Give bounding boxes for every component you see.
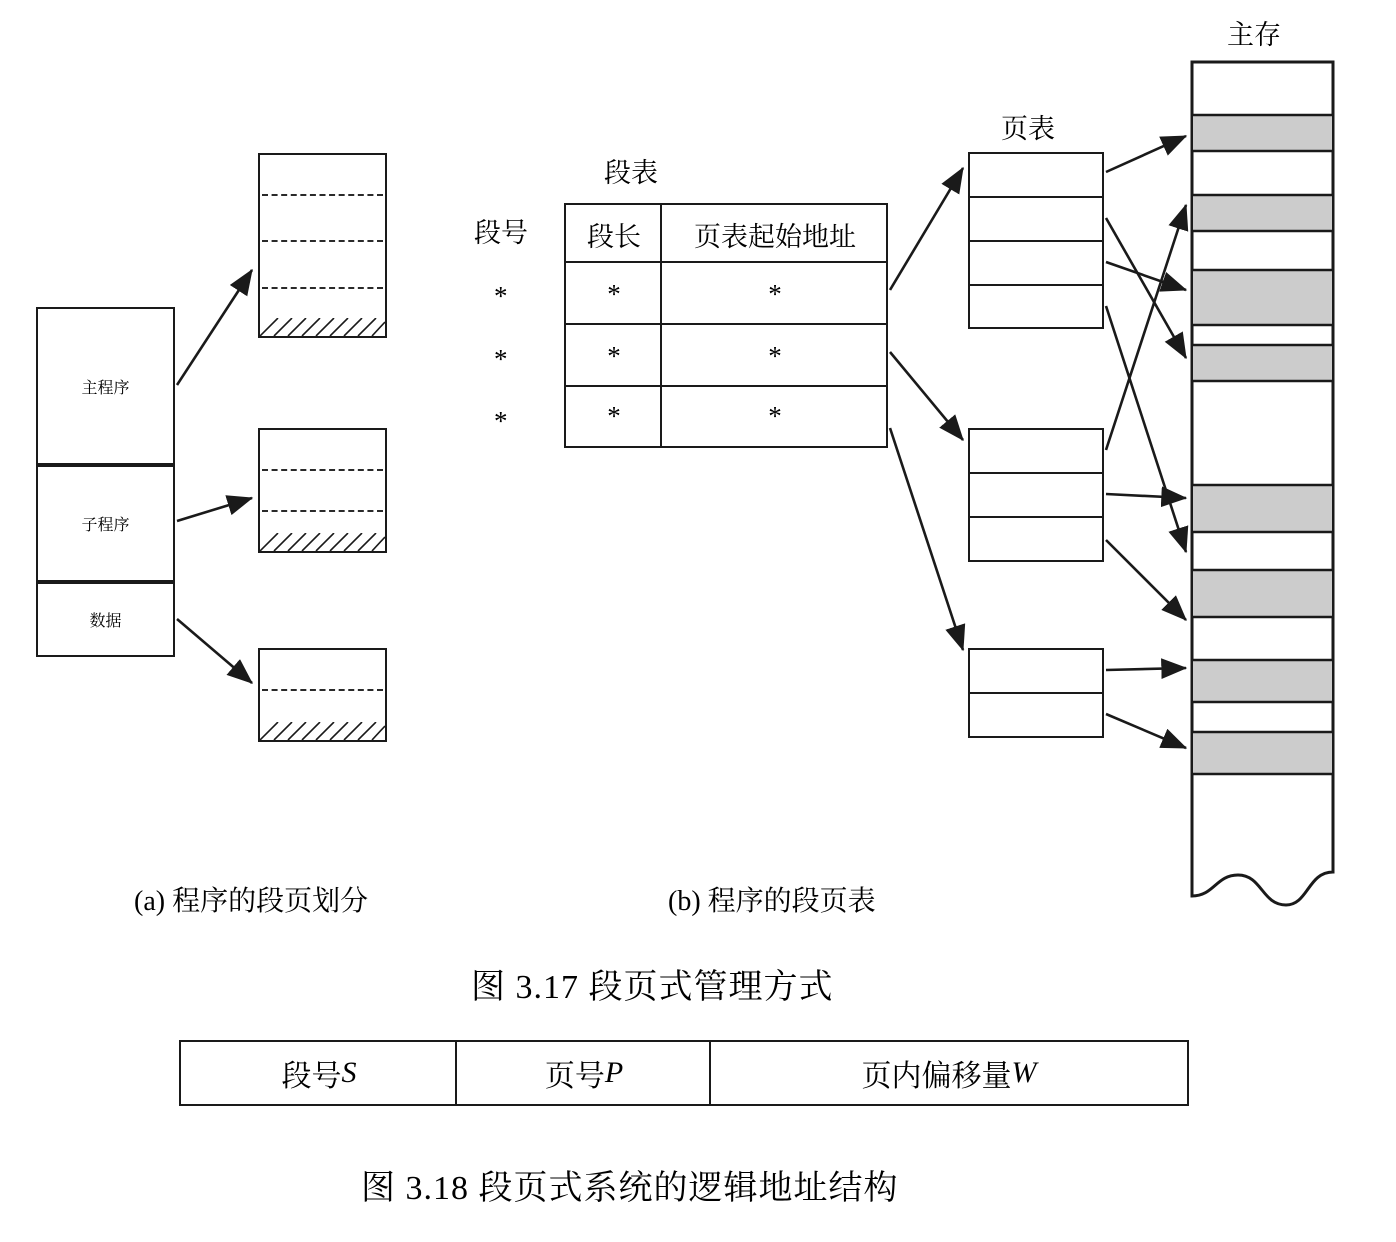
page-divider bbox=[262, 469, 383, 471]
address-field-segment-label: 段号 bbox=[281, 1060, 342, 1093]
page-divider bbox=[262, 240, 383, 242]
page-table-2 bbox=[968, 428, 1104, 562]
page-table-rule bbox=[968, 472, 1104, 474]
segment-table-cell-length: * bbox=[607, 401, 621, 431]
page-divider bbox=[262, 287, 383, 289]
address-field-page bbox=[457, 1042, 711, 1104]
page-table-rule bbox=[968, 516, 1104, 518]
page-table-rule bbox=[968, 240, 1104, 242]
segment-table bbox=[564, 203, 888, 448]
address-field-divider bbox=[455, 1042, 457, 1104]
table-rule bbox=[566, 323, 886, 325]
segment-table-cell-length: * bbox=[607, 278, 621, 309]
segment-number-value: * bbox=[494, 406, 508, 436]
figure-317-title: 图 3.17 段页式管理方式 bbox=[471, 969, 834, 1006]
page-divider bbox=[262, 194, 383, 196]
page-table-rule bbox=[968, 284, 1104, 286]
caption-a: (a) 程序的段页划分 bbox=[134, 886, 369, 917]
program-block-main bbox=[36, 307, 175, 465]
address-field-page-symbol: P bbox=[604, 1056, 624, 1089]
internal-fragment-1 bbox=[260, 318, 385, 336]
address-field-page-label: 页号 bbox=[544, 1060, 605, 1093]
paged-segment-1 bbox=[258, 153, 387, 338]
page-table-rule bbox=[968, 196, 1104, 198]
page-table-title: 页表 bbox=[1001, 114, 1055, 144]
table-rule bbox=[566, 385, 886, 387]
address-field-offset-label: 页内偏移量 bbox=[861, 1060, 1012, 1093]
segment-table-header-pagetable-addr: 页表起始地址 bbox=[694, 221, 856, 252]
address-field-divider bbox=[709, 1042, 711, 1104]
address-field-segment bbox=[181, 1042, 457, 1104]
page-table-rule bbox=[968, 692, 1104, 694]
segment-table-header-length: 段长 bbox=[587, 221, 641, 252]
program-block-data-label: 数据 bbox=[89, 613, 122, 630]
segment-table-cell-addr: * bbox=[768, 340, 782, 371]
table-rule bbox=[660, 205, 662, 446]
segment-table-title: 段表 bbox=[604, 158, 658, 188]
figure-318-title: 图 3.18 段页式系统的逻辑地址结构 bbox=[361, 1170, 899, 1207]
segment-table-cell-length: * bbox=[607, 340, 621, 371]
page-divider bbox=[262, 510, 383, 512]
table-rule bbox=[566, 261, 886, 263]
internal-fragment-2 bbox=[260, 533, 385, 551]
main-memory-label: 主存 bbox=[1227, 20, 1281, 50]
logical-address-structure bbox=[179, 1040, 1189, 1106]
program-block-data bbox=[36, 582, 175, 657]
main-memory-column bbox=[1190, 60, 1335, 910]
segment-table-cell-addr: * bbox=[768, 278, 782, 309]
program-block-sub bbox=[36, 465, 175, 582]
page-divider bbox=[262, 689, 383, 691]
segment-number-label: 段号 bbox=[474, 218, 528, 248]
segment-number-value: * bbox=[494, 281, 508, 311]
program-block-sub-label: 子程序 bbox=[81, 517, 130, 534]
program-block-main-label: 主程序 bbox=[81, 379, 130, 397]
segment-table-cell-addr: * bbox=[768, 401, 782, 431]
address-field-offset-symbol: W bbox=[1011, 1056, 1037, 1089]
address-field-segment-symbol: S bbox=[341, 1056, 357, 1089]
segment-number-value: * bbox=[494, 344, 508, 374]
caption-b: (b) 程序的段页表 bbox=[668, 886, 876, 917]
address-field-offset bbox=[711, 1042, 1187, 1104]
internal-fragment-3 bbox=[260, 722, 385, 740]
